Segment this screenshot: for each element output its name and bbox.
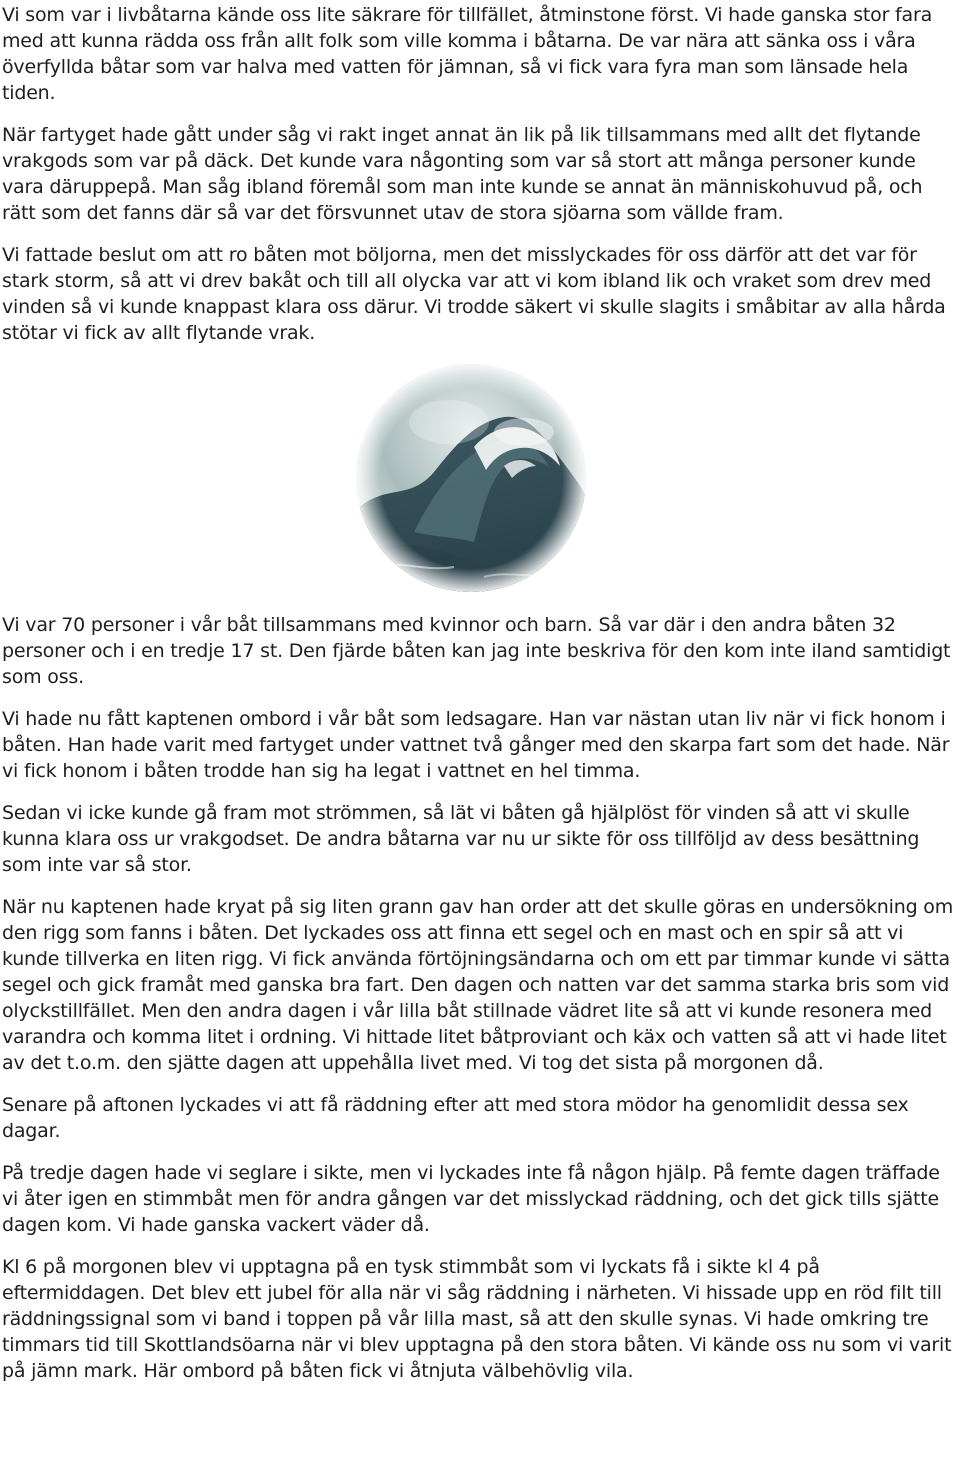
paragraph: Vi som var i livbåtarna kände oss lite säkrare för tillfället, åtminstone först. Vi hade ganska stor fara med att kunna rädda oss från allt folk som ville komma i båtarna. De var nära att sänka oss i våra överfyllda båtar som var halva med vatten för jämnan, så vi fick vara fyra man som länsade hela tiden. [2,4,933,104]
paragraph: Vi fattade beslut om att ro båten mot böljorna, men det misslyckades för oss därför att det var för stark storm, så att vi drev bakåt och till all olycka var att vi kom ibland lik och vraket som drev med vinden så vi kunde knappast klara oss därur. Vi trodde säkert vi skulle slagits i småbitar av alla hårda stötar vi fick av allt flytande vrak. [2,244,946,344]
paragraph: Kl 6 på morgonen blev vi upptagna på en tysk stimmbåt som vi lyckats få i sikte kl 4 på eftermiddagen. Det blev ett jubel för alla när vi såg räddning i närheten. Vi hissade upp en röd filt till räddningssignal som vi band i toppen på vår lilla mast, så att den skulle synas. Vi hade omkring tre timmars tid till Skottlandsöarna när vi blev upptagna på den stora båten. Vi kände oss nu som vi varit på jämn mark. Här ombord på båten fick vi åtnjuta välbehövlig vila. [2,1256,952,1382]
paragraph: Senare på aftonen lyckades vi att få räddning efter att med stora mödor ha genomlidit dessa sex dagar. [2,1094,909,1142]
paragraph: Sedan vi icke kunde gå fram mot strömmen, så lät vi båten gå hjälplöst för vinden så att vi skulle kunna klara oss ur vrakgodset. De andra båtarna var nu ur sikte för oss tillföljd av dess besättning som inte var så stor. [2,802,920,876]
paragraph: När fartyget hade gått under såg vi rakt inget annat än lik på lik tillsammans med allt det flytande vrakgods som var på däck. Det kunde vara någonting som var så stort att många personer kunde vara däruppepå. Man såg ibland föremål som man inte kunde se annat än människohuvud på, och rätt som det fanns där så var det försvunnet utav de stora sjöarna som vällde fram. [2,124,923,224]
spacer [2,594,958,612]
storm-wave-image [354,362,588,594]
paragraph: Vi hade nu fått kaptenen ombord i vår båt som ledsagare. Han var nästan utan liv när vi fick honom i båten. Han hade varit med fartyget under vattnet två gånger med den skarpa fart som det hade. När vi fick honom i båten trodde han sig ha legat i vattnet en hel timma. [2,708,950,782]
paragraph: På tredje dagen hade vi seglare i sikte, men vi lyckades inte få någon hjälp. På femte dagen träffade vi åter igen en stimmbåt men för andra gången var det misslyckad räddning, och det gick tills sjätte dagen kom. Vi hade ganska vackert väder då. [2,1162,940,1236]
paragraph: När nu kaptenen hade kryat på sig liten grann gav han order att det skulle göras en undersökning om den rigg som fanns i båten. Det lyckades oss att finna ett segel och en mast och en spir så att vi kunde tillverka en liten rigg. Vi fick använda förtöjningsändarna och om ett par timmar kunde vi sätta segel och gick framåt med ganska bra fart. Den dagen och natten var det samma starka bris som vid olyckstillfället. Men den andra dagen i vår lilla båt stillnade vädret lite så att vi kunde resonera med varandra och komma litet i ordning. Vi hittade litet båtproviant och käx och vatten så att vi hade litet av det t.o.m. den sjätte dagen att uppehålla livet med. Vi tog det sista på morgonen då. [2,896,954,1074]
paragraph: Vi var 70 personer i vår båt tillsammans med kvinnor och barn. Så var där i den andra båten 32 personer och i en tredje 17 st. Den fjärde båten kan jag inte beskriva för den kom inte iland samtidigt som oss. [2,614,951,688]
